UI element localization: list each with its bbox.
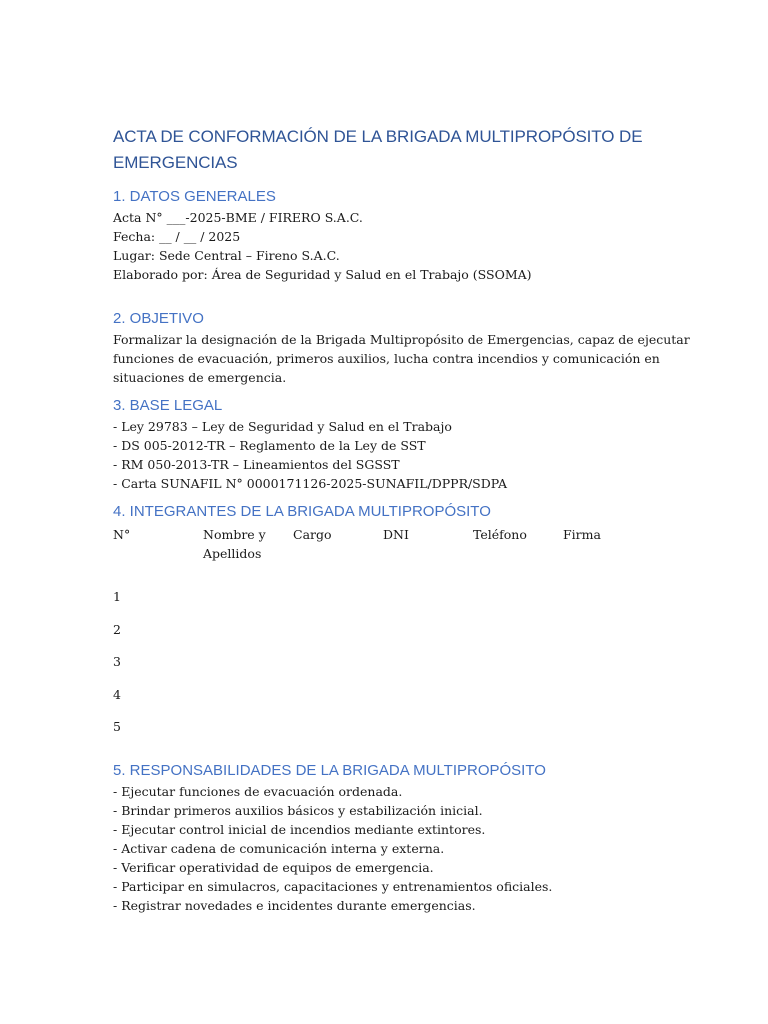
- members-table: [113, 523, 653, 736]
- table-row: [113, 639, 653, 672]
- section-integrantes: [113, 501, 708, 736]
- section-heading-base-legal: 3. BASE LEGAL: [113, 397, 223, 414]
- table-row: [113, 671, 653, 704]
- responsabilidad-item: - Participar en simulacros, capacitaciones y entrenamientos oficiales.: [113, 879, 553, 894]
- section-base-legal: [113, 395, 708, 493]
- section-objetivo: [113, 308, 708, 387]
- responsabilidad-item: - Ejecutar funciones de evacuación ordenada.: [113, 784, 403, 799]
- column-header-nombre: Nombre y Apellidos: [203, 527, 266, 561]
- section-datos-generales: [113, 186, 708, 284]
- table-row: [113, 704, 653, 737]
- base-legal-item: - DS 005-2012-TR – Reglamento de la Ley de SST: [113, 438, 426, 453]
- row-number: 1: [113, 589, 121, 604]
- row-number: 3: [113, 654, 121, 669]
- fecha-line: Fecha: __ / __ / 2025: [113, 229, 241, 244]
- responsabilidad-item: - Brindar primeros auxilios básicos y estabilización inicial.: [113, 803, 483, 818]
- table-row: [113, 606, 653, 639]
- section-heading-integrantes: 4. INTEGRANTES DE LA BRIGADA MULTIPROPÓSITO: [113, 503, 491, 520]
- column-header-cargo: Cargo: [293, 527, 332, 542]
- row-number: 5: [113, 719, 121, 734]
- section-responsabilidades: [113, 760, 708, 915]
- column-header-telefono: Teléfono: [473, 527, 527, 542]
- row-number: 2: [113, 621, 121, 637]
- document-title: ACTA DE CONFORMACIÓN DE LA BRIGADA MULTIPROPÓSITO DE EMERGENCIAS: [113, 127, 643, 172]
- column-header-numero: N°: [113, 527, 131, 542]
- section-heading-datos-generales: 1. DATOS GENERALES: [113, 188, 276, 205]
- responsabilidad-item: - Verificar operatividad de equipos de emergencia.: [113, 860, 434, 875]
- base-legal-item: - RM 050-2013-TR – Lineamientos del SGSST: [113, 457, 400, 472]
- base-legal-item: - Carta SUNAFIL N° 0000171126-2025-SUNAFIL/DPPR/SDPA: [113, 476, 508, 491]
- elaborado-line: Elaborado por: Área de Seguridad y Salud en el Trabajo (SSOMA): [113, 267, 532, 282]
- base-legal-item: - Ley 29783 – Ley de Seguridad y Salud en el Trabajo: [113, 419, 452, 434]
- acta-number-line: Acta N° ___-2025-BME / FIRERO S.A.C.: [113, 210, 363, 225]
- row-number: 4: [113, 686, 121, 702]
- column-header-firma: Firma: [563, 527, 601, 542]
- column-header-dni: DNI: [383, 527, 409, 542]
- responsabilidad-item: - Ejecutar control inicial de incendios mediante extintores.: [113, 822, 486, 837]
- lugar-line: Lugar: Sede Central – Fireno S.A.C.: [113, 248, 340, 263]
- responsabilidad-item: - Activar cadena de comunicación interna y externa.: [113, 841, 445, 856]
- table-row: [113, 563, 653, 606]
- section-heading-objetivo: 2. OBJETIVO: [113, 310, 204, 327]
- members-table-header: [113, 523, 653, 563]
- objetivo-text: Formalizar la designación de la Brigada Multipropósito de Emergencias, capaz de ejecutar funciones de evacuación, primeros auxilios, lucha contra incendios y comunicación en situaciones de emergencia.: [113, 332, 690, 385]
- responsabilidad-item: - Registrar novedades e incidentes durante emergencias.: [113, 898, 476, 913]
- section-heading-responsabilidades: 5. RESPONSABILIDADES DE LA BRIGADA MULTIPROPÓSITO: [113, 762, 546, 779]
